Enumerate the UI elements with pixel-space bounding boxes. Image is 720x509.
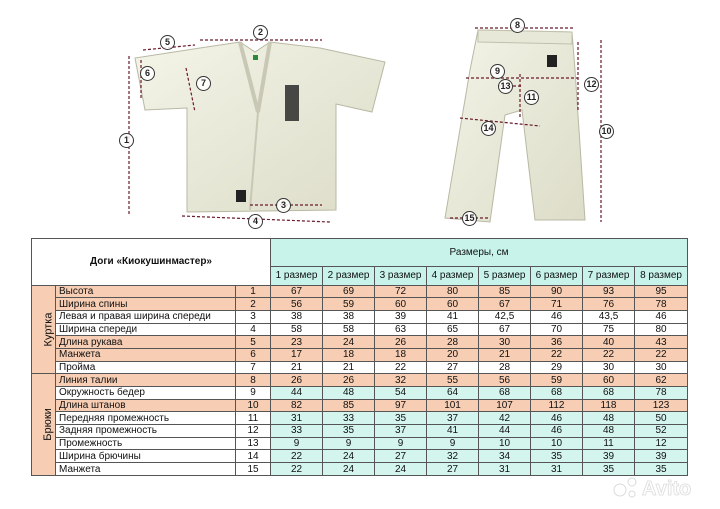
- size-value: 60: [427, 298, 479, 311]
- table-row: [32, 285, 688, 298]
- size-header-5: 5 размер: [479, 266, 531, 285]
- size-value: 62: [635, 374, 688, 387]
- size-value: 118: [583, 399, 635, 412]
- size-value: 24: [375, 463, 427, 476]
- size-value: 31: [531, 463, 583, 476]
- row-number: 13: [236, 437, 271, 450]
- table-row: [32, 412, 688, 425]
- size-value: 65: [427, 323, 479, 336]
- size-value: 56: [479, 374, 531, 387]
- size-value: 37: [427, 412, 479, 425]
- callout-6: 6: [140, 66, 155, 81]
- watermark-text: Avito: [642, 478, 692, 500]
- size-value: 35: [583, 463, 635, 476]
- callout-2: 2: [253, 25, 268, 40]
- row-number: 14: [236, 450, 271, 463]
- sizes-header: Размеры, см: [271, 239, 688, 267]
- table-row: [32, 298, 688, 311]
- size-value: 30: [479, 336, 531, 349]
- size-value: 28: [479, 361, 531, 374]
- size-value: 82: [271, 399, 323, 412]
- size-value: 18: [323, 348, 375, 361]
- row-label: Пройма: [56, 361, 236, 374]
- size-value: 48: [583, 425, 635, 438]
- row-number: 9: [236, 387, 271, 400]
- size-value: 35: [531, 450, 583, 463]
- size-value: 36: [531, 336, 583, 349]
- callout-5: 5: [160, 35, 175, 50]
- size-value: 32: [375, 374, 427, 387]
- size-value: 101: [427, 399, 479, 412]
- size-value: 48: [583, 412, 635, 425]
- size-value: 38: [323, 310, 375, 323]
- size-value: 97: [375, 399, 427, 412]
- size-value: 31: [271, 412, 323, 425]
- size-value: 43,5: [583, 310, 635, 323]
- size-value: 59: [323, 298, 375, 311]
- table-row: [32, 310, 688, 323]
- row-label: Левая и правая ширина спереди: [56, 310, 236, 323]
- size-value: 58: [323, 323, 375, 336]
- size-value: 41: [427, 425, 479, 438]
- callout-12: 12: [584, 77, 599, 92]
- table-row: [32, 323, 688, 336]
- size-value: 23: [271, 336, 323, 349]
- size-value: 39: [583, 450, 635, 463]
- size-value: 22: [583, 348, 635, 361]
- size-value: 78: [635, 387, 688, 400]
- size-value: 44: [479, 425, 531, 438]
- size-value: 34: [479, 450, 531, 463]
- size-value: 40: [583, 336, 635, 349]
- size-value: 39: [375, 310, 427, 323]
- size-value: 37: [375, 425, 427, 438]
- size-value: 35: [635, 463, 688, 476]
- size-value: 67: [271, 285, 323, 298]
- row-number: 4: [236, 323, 271, 336]
- size-header-1: 1 размер: [271, 266, 323, 285]
- size-value: 41: [427, 310, 479, 323]
- size-value: 32: [427, 450, 479, 463]
- size-value: 21: [323, 361, 375, 374]
- size-value: 46: [531, 425, 583, 438]
- group-label: Брюки: [41, 408, 54, 441]
- size-value: 72: [375, 285, 427, 298]
- size-value: 69: [323, 285, 375, 298]
- row-number: 7: [236, 361, 271, 374]
- row-label: Промежность: [56, 437, 236, 450]
- row-label: Линия талии: [56, 374, 236, 387]
- callout-1: 1: [119, 133, 134, 148]
- size-value: 42: [479, 412, 531, 425]
- size-value: 68: [479, 387, 531, 400]
- size-value: 80: [427, 285, 479, 298]
- row-number: 8: [236, 374, 271, 387]
- size-value: 60: [375, 298, 427, 311]
- size-value: 9: [375, 437, 427, 450]
- row-label: Высота: [56, 285, 236, 298]
- size-value: 26: [375, 336, 427, 349]
- row-number: 10: [236, 399, 271, 412]
- row-label: Манжета: [56, 463, 236, 476]
- size-value: 33: [323, 412, 375, 425]
- size-value: 33: [271, 425, 323, 438]
- row-label: Длина рукава: [56, 336, 236, 349]
- callout-9: 9: [490, 64, 505, 79]
- callout-10: 10: [599, 124, 614, 139]
- size-value: 78: [635, 298, 688, 311]
- table-row: [32, 387, 688, 400]
- size-value: 22: [271, 463, 323, 476]
- size-value: 12: [635, 437, 688, 450]
- size-value: 30: [635, 361, 688, 374]
- table-row: [32, 437, 688, 450]
- callout-4: 4: [248, 214, 263, 229]
- garment-drawing: [0, 0, 720, 236]
- size-value: 95: [635, 285, 688, 298]
- row-number: 1: [236, 285, 271, 298]
- size-chart-table: [31, 238, 688, 476]
- row-label: Ширина спереди: [56, 323, 236, 336]
- size-value: 46: [531, 310, 583, 323]
- size-value: 93: [583, 285, 635, 298]
- size-value: 10: [479, 437, 531, 450]
- size-value: 26: [271, 374, 323, 387]
- size-value: 22: [531, 348, 583, 361]
- avito-watermark: [610, 470, 720, 502]
- size-value: 9: [271, 437, 323, 450]
- size-value: 43: [635, 336, 688, 349]
- callout-14: 14: [481, 121, 496, 136]
- row-label: Передняя промежность: [56, 412, 236, 425]
- size-value: 70: [531, 323, 583, 336]
- size-value: 9: [427, 437, 479, 450]
- size-value: 50: [635, 412, 688, 425]
- row-number: 11: [236, 412, 271, 425]
- size-value: 58: [271, 323, 323, 336]
- size-value: 21: [271, 361, 323, 374]
- group-label: Куртка: [42, 312, 55, 347]
- size-value: 44: [271, 387, 323, 400]
- size-value: 35: [323, 425, 375, 438]
- size-value: 67: [479, 323, 531, 336]
- size-value: 17: [271, 348, 323, 361]
- size-value: 52: [635, 425, 688, 438]
- size-value: 46: [531, 412, 583, 425]
- table-row: [32, 463, 688, 476]
- callout-15: 15: [462, 211, 477, 226]
- row-number: 6: [236, 348, 271, 361]
- size-value: 39: [635, 450, 688, 463]
- table-row: [32, 374, 688, 387]
- row-number: 12: [236, 425, 271, 438]
- size-header-7: 7 размер: [583, 266, 635, 285]
- size-value: 46: [635, 310, 688, 323]
- size-value: 68: [583, 387, 635, 400]
- size-value: 18: [375, 348, 427, 361]
- size-header-2: 2 размер: [323, 266, 375, 285]
- size-value: 26: [323, 374, 375, 387]
- size-header-6: 6 размер: [531, 266, 583, 285]
- size-value: 22: [271, 450, 323, 463]
- size-value: 56: [271, 298, 323, 311]
- row-label: Ширина брючины: [56, 450, 236, 463]
- size-value: 112: [531, 399, 583, 412]
- row-number: 5: [236, 336, 271, 349]
- size-value: 35: [375, 412, 427, 425]
- size-value: 85: [479, 285, 531, 298]
- size-value: 22: [375, 361, 427, 374]
- size-value: 11: [583, 437, 635, 450]
- size-value: 24: [323, 450, 375, 463]
- table-row: [32, 361, 688, 374]
- size-value: 21: [479, 348, 531, 361]
- jacket-drawing: [129, 40, 385, 222]
- size-value: 27: [427, 463, 479, 476]
- row-label: Окружность бедер: [56, 387, 236, 400]
- size-value: 67: [479, 298, 531, 311]
- callout-13: 13: [498, 79, 513, 94]
- size-value: 24: [323, 336, 375, 349]
- size-value: 123: [635, 399, 688, 412]
- table-row: [32, 336, 688, 349]
- size-value: 68: [531, 387, 583, 400]
- size-value: 27: [427, 361, 479, 374]
- size-header-3: 3 размер: [375, 266, 427, 285]
- size-value: 76: [583, 298, 635, 311]
- size-value: 55: [427, 374, 479, 387]
- size-value: 27: [375, 450, 427, 463]
- size-value: 10: [531, 437, 583, 450]
- table-row: [32, 450, 688, 463]
- size-value: 24: [323, 463, 375, 476]
- row-label: Манжета: [56, 348, 236, 361]
- size-value: 59: [531, 374, 583, 387]
- table-row: [32, 399, 688, 412]
- table-row: [32, 425, 688, 438]
- callout-7: 7: [196, 76, 211, 91]
- group-pants: [32, 374, 56, 476]
- size-value: 28: [427, 336, 479, 349]
- size-value: 85: [323, 399, 375, 412]
- size-value: 75: [583, 323, 635, 336]
- size-value: 71: [531, 298, 583, 311]
- table-row: [32, 348, 688, 361]
- size-value: 42,5: [479, 310, 531, 323]
- callout-11: 11: [524, 90, 539, 105]
- row-number: 3: [236, 310, 271, 323]
- size-value: 107: [479, 399, 531, 412]
- row-number: 2: [236, 298, 271, 311]
- size-value: 20: [427, 348, 479, 361]
- callout-3: 3: [276, 198, 291, 213]
- row-label: Длина штанов: [56, 399, 236, 412]
- size-value: 60: [583, 374, 635, 387]
- size-value: 22: [635, 348, 688, 361]
- size-header-4: 4 размер: [427, 266, 479, 285]
- size-value: 31: [479, 463, 531, 476]
- size-value: 29: [531, 361, 583, 374]
- size-value: 90: [531, 285, 583, 298]
- size-value: 38: [271, 310, 323, 323]
- pants-drawing: [445, 28, 601, 222]
- size-value: 63: [375, 323, 427, 336]
- size-header-8: 8 размер: [635, 266, 688, 285]
- size-value: 48: [323, 387, 375, 400]
- garment-illustration: [0, 0, 720, 236]
- row-label: Задняя промежность: [56, 425, 236, 438]
- size-value: 30: [583, 361, 635, 374]
- row-label: Ширина спины: [56, 298, 236, 311]
- size-value: 54: [375, 387, 427, 400]
- size-value: 80: [635, 323, 688, 336]
- size-value: 9: [323, 437, 375, 450]
- callout-8: 8: [510, 18, 525, 33]
- group-jacket: [32, 285, 56, 374]
- size-value: 64: [427, 387, 479, 400]
- table-title: Доги «Киокушинмастер»: [32, 239, 271, 286]
- row-number: 15: [236, 463, 271, 476]
